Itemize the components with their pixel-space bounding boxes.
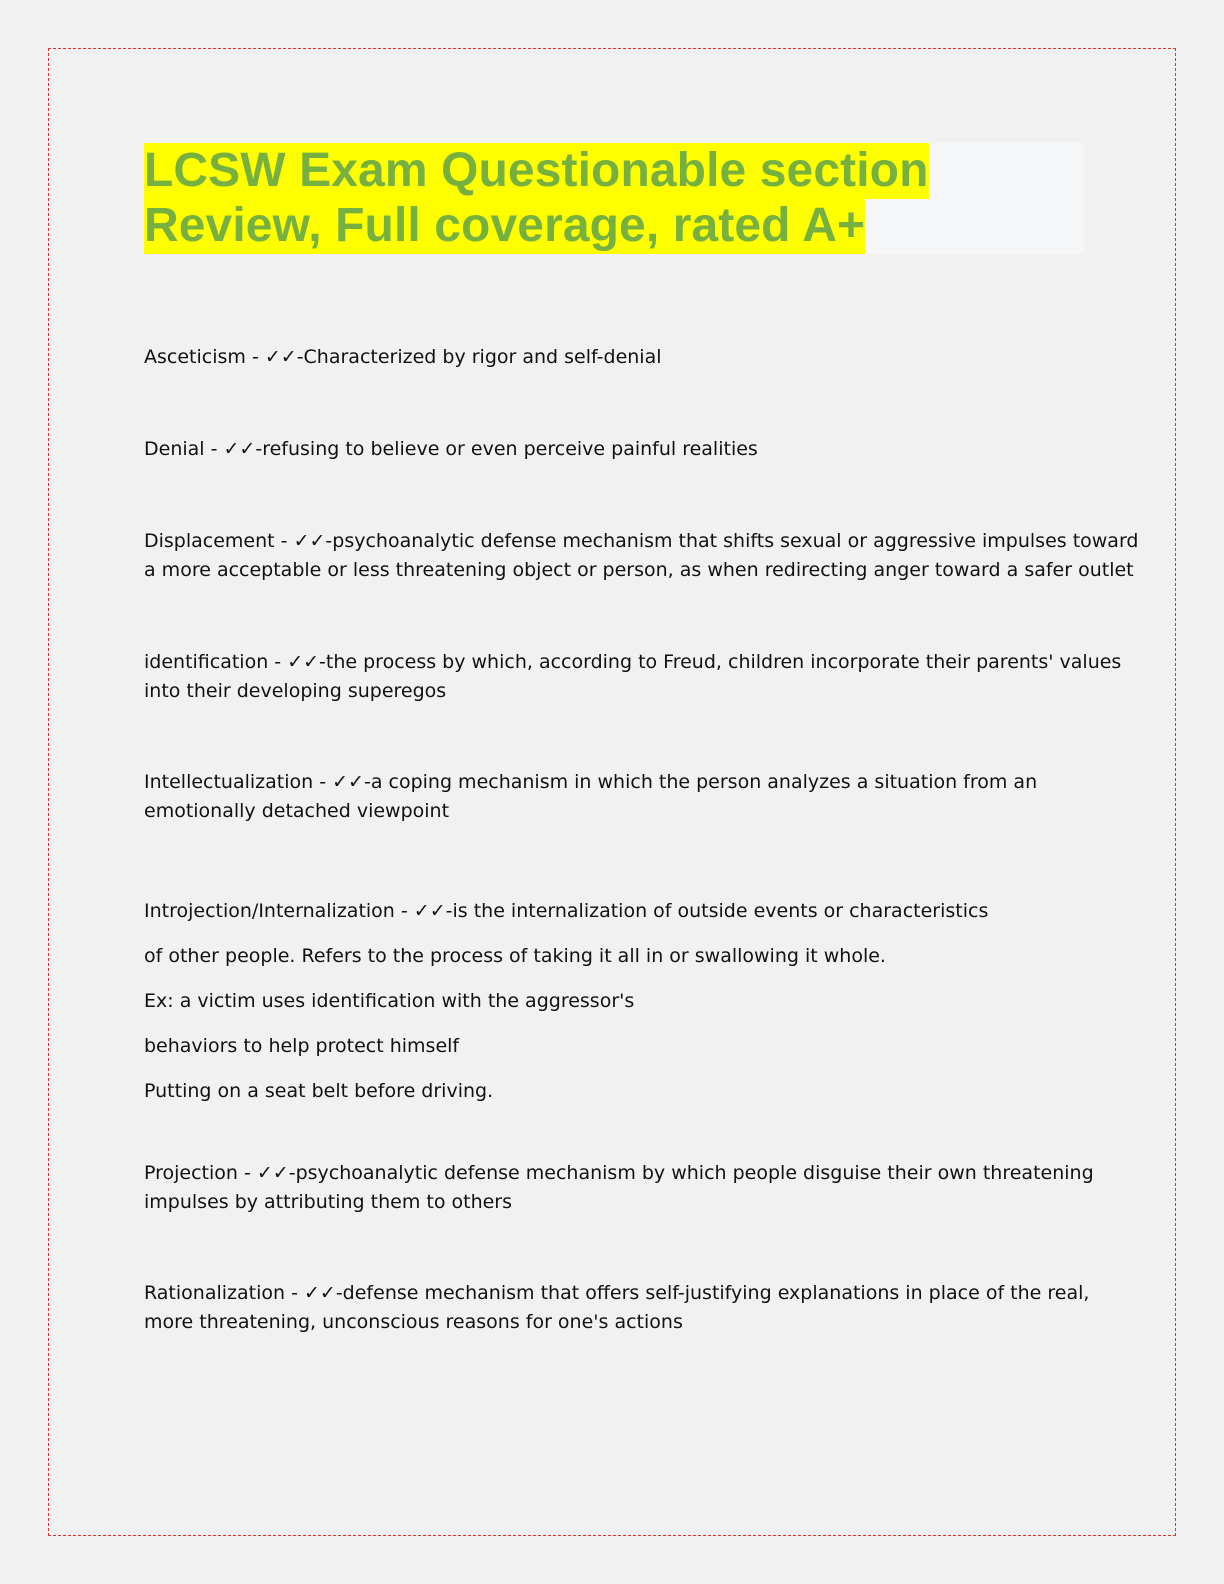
entry-definition: -the process by which, according to Freud, children incorporate their parents' values	[319, 651, 1122, 673]
entry-definition-continued: a more acceptable or less threatening object or person, as when redirecting anger toward a safer outlet	[144, 559, 1134, 581]
entry-displacement	[144, 527, 1139, 585]
separator: -	[237, 1162, 257, 1184]
separator: -	[313, 771, 333, 793]
entry-definition: -a coping mechanism in which the person analyzes a situation from an	[363, 771, 1038, 793]
entry-definition-continued: more threatening, unconscious reasons for one's actions	[144, 1311, 683, 1333]
entry-term: Displacement	[144, 530, 275, 552]
entry-example-continued: behaviors to help protect himself	[144, 1035, 460, 1057]
page-title-line-1: LCSW Exam Questionable section	[144, 144, 929, 197]
double-check-icon: ✓✓	[413, 900, 446, 922]
entry-term: Denial	[144, 438, 205, 460]
separator: -	[394, 900, 414, 922]
entry-line	[144, 343, 1084, 372]
separator: -	[204, 438, 224, 460]
entry-definition: -Characterized by rigor and self-denial	[296, 346, 662, 368]
double-check-icon: ✓✓	[303, 1282, 336, 1304]
entry-term: Asceticism	[144, 346, 246, 368]
separator: -	[285, 1282, 304, 1304]
entry-term: Projection	[144, 1162, 238, 1184]
separator: -	[245, 346, 265, 368]
entry-line	[144, 648, 1122, 677]
double-check-icon: ✓✓	[256, 1162, 289, 1184]
entry-rationalization	[144, 1279, 1090, 1337]
entry-definition: -psychoanalytic defense mechanism by which people disguise their own threatening	[288, 1162, 1094, 1184]
entry-definition-continued: into their developing superegos	[144, 680, 447, 702]
double-check-icon: ✓✓	[287, 651, 320, 673]
entry-term: Introjection/Internalization	[144, 900, 395, 922]
entry-definition-continued: impulses by attributing them to others	[144, 1191, 513, 1213]
entry-term: Intellectualization	[144, 771, 314, 793]
entry-definition: -defense mechanism that offers self-justifying explanations in place of the real,	[335, 1282, 1090, 1304]
entry-line	[144, 1159, 1094, 1188]
entry-line	[144, 1279, 1090, 1308]
entry-intellectualization	[144, 768, 1084, 826]
entry-line	[144, 889, 1084, 934]
double-check-icon: ✓✓	[332, 771, 364, 793]
title-block	[144, 143, 1084, 254]
entry-term: Rationalization	[144, 1282, 286, 1304]
entry-line	[144, 527, 1139, 556]
entry-definition: -is the internalization of outside events or characteristics	[445, 900, 989, 922]
entry-definition-continued: of other people. Refers to the process of taking it all in or swallowing it whole.	[144, 945, 886, 967]
separator: -	[274, 530, 294, 552]
entry-line	[144, 435, 1084, 464]
page-title-line-2: Review, Full coverage, rated A+	[144, 199, 866, 252]
entry-projection	[144, 1159, 1094, 1217]
entry-identification	[144, 648, 1122, 706]
double-check-icon: ✓✓	[223, 438, 256, 460]
entry-definition: -psychoanalytic defense mechanism that shifts sexual or aggressive impulses toward	[325, 530, 1139, 552]
separator: -	[268, 651, 288, 673]
entry-denial	[144, 435, 1084, 464]
entry-asceticism	[144, 343, 1084, 372]
double-check-icon: ✓✓	[264, 346, 297, 368]
entry-example-2: Putting on a seat belt before driving.	[144, 1080, 494, 1102]
entry-term: identification	[144, 651, 269, 673]
entry-definition-continued: emotionally detached viewpoint	[144, 800, 450, 822]
entry-introjection	[144, 889, 1084, 1114]
entry-definition: -refusing to believe or even perceive painful realities	[255, 438, 758, 460]
double-check-icon: ✓✓	[293, 530, 326, 552]
entry-line	[144, 768, 1084, 797]
entry-example: Ex: a victim uses identification with the aggressor's	[144, 990, 635, 1012]
